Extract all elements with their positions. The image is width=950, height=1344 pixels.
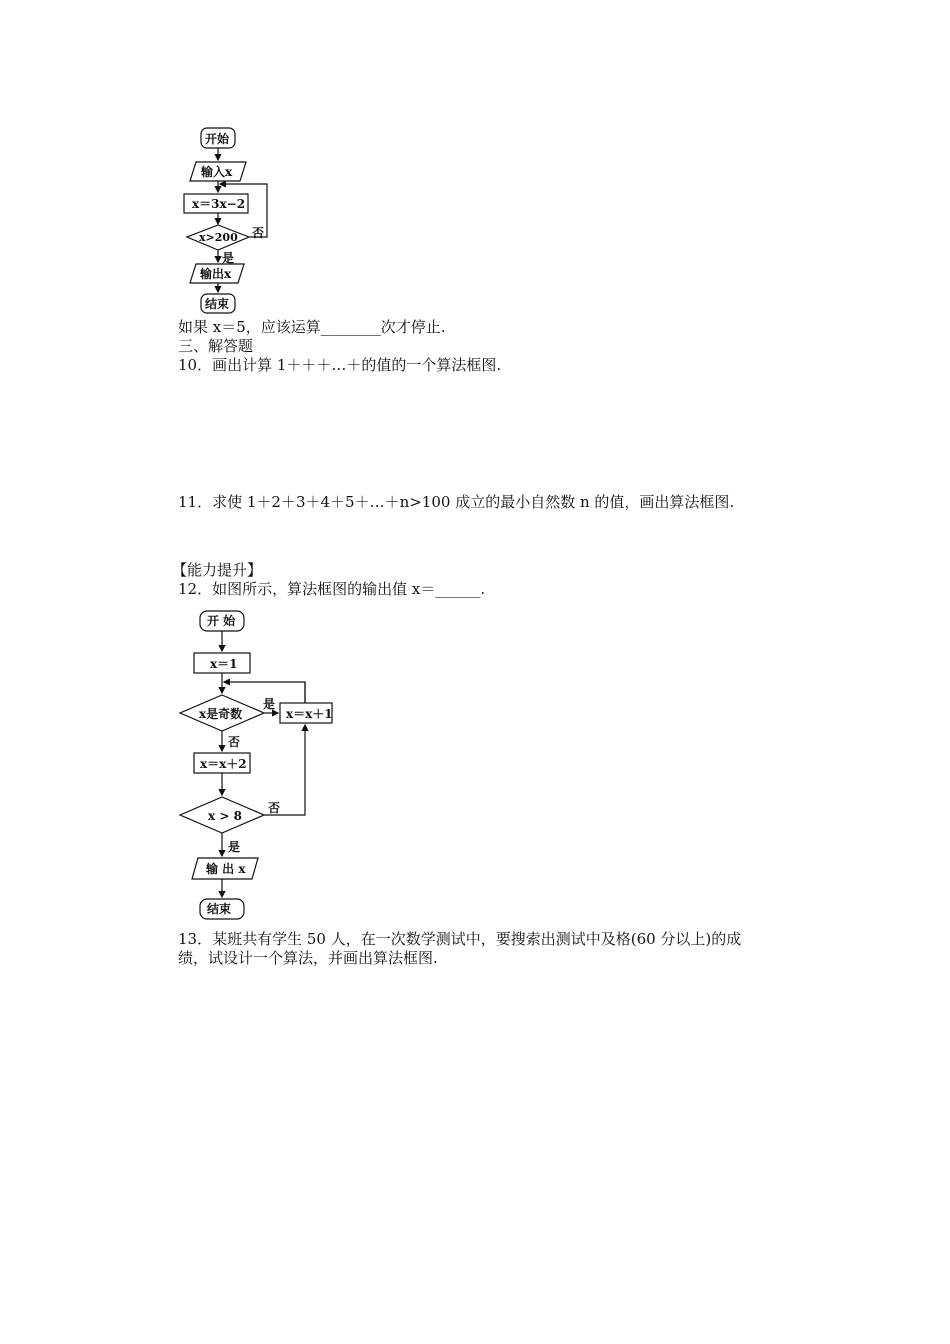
fc1-no-label: 否 [252, 226, 265, 240]
fc2-inc1-label: x＝x＋1 [286, 707, 333, 721]
fc2-end-label: 结束 [207, 902, 232, 916]
fc2-condition1-label: x是奇数 [199, 707, 243, 721]
fc2-output-label: 输 出 x [206, 862, 246, 876]
fc2-no1-label: 否 [228, 735, 241, 749]
fc1-output-label: 输出x [200, 267, 232, 281]
fc1-end-label: 结束 [205, 297, 230, 311]
question-12: 12．如图所示，算法框图的输出值 x＝______. [178, 580, 486, 598]
fc2-yes2-label: 是 [228, 840, 241, 854]
ability-heading: 【能力提升】 [172, 561, 263, 579]
fc1-start-label: 开始 [205, 132, 230, 146]
question-13-line-2: 绩，试设计一个算法，并画出算法框图. [178, 949, 438, 967]
question-11: 11．求使 1＋2＋3＋4＋5＋…＋n>100 成立的最小自然数 n 的值，画出算法框图. [178, 493, 735, 511]
fc1-condition-label: x>200 [199, 231, 238, 244]
fc2-inc2-label: x＝x＋2 [200, 757, 247, 771]
section-heading: 三、解答题 [178, 337, 254, 355]
question-13-line-1: 13．某班共有学生 50 人，在一次数学测试中，要搜索出测试中及格(60 分以上)的成 [178, 930, 742, 948]
fc1-assign-label: x＝3x−2 [192, 197, 246, 211]
fc1-yes-label: 是 [222, 251, 235, 265]
fc2-init-label: x＝1 [210, 657, 238, 671]
fc1-input-label: 输入x [201, 165, 233, 179]
fc2-yes1-label: 是 [263, 697, 276, 711]
question-10: 10．画出计算 1＋＋＋…＋的值的一个算法框图. [178, 356, 502, 374]
fc2-condition2-label: x > 8 [208, 809, 242, 823]
fc2-start-label: 开 始 [207, 614, 236, 628]
fc2-no2-label: 否 [268, 801, 281, 815]
question-9-text: 如果 x＝5，应该运算________次才停止. [178, 318, 446, 336]
